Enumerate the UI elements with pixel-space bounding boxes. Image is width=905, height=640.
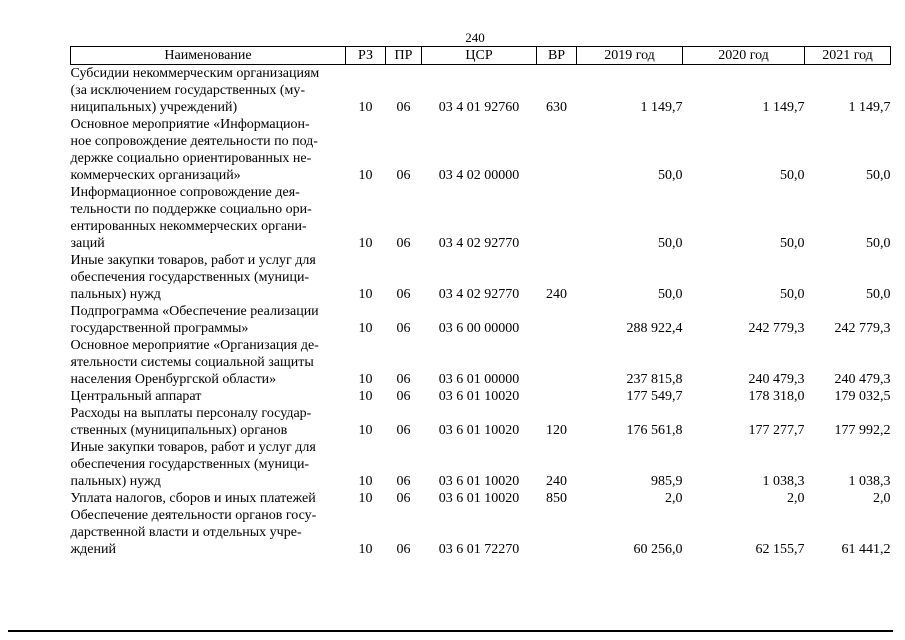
row-pr: 06	[396, 542, 411, 557]
row-csr: 03 6 01 10020	[438, 491, 520, 506]
row-rz: 10	[358, 491, 373, 506]
row-name-line: ниципальных) учреждений)	[70, 100, 238, 115]
row-2019: 177 549,7	[626, 389, 683, 404]
row-name	[71, 184, 346, 252]
row-2021: 240 479,3	[834, 372, 891, 387]
row-2021: 50,0	[866, 287, 891, 302]
row-name-line: ятельности системы социальной защиты	[70, 355, 314, 370]
row-2020: 1 149,7	[762, 100, 805, 115]
row-rz: 10	[358, 372, 373, 387]
row-2019: 50,0	[658, 168, 683, 183]
page-number: 240	[465, 30, 485, 45]
table-row	[71, 405, 891, 439]
row-name	[71, 65, 346, 117]
row-2021: 1 149,7	[848, 100, 891, 115]
row-csr: 03 6 00 00000	[438, 321, 520, 336]
row-name-line: держке социально ориентированных не-	[70, 151, 312, 166]
row-name-line: государственной программы»	[70, 321, 249, 336]
table-row	[71, 490, 891, 507]
row-name-line: ждений	[70, 542, 116, 557]
table-row	[71, 388, 891, 405]
row-name-line: ное сопровождение деятельности по под-	[70, 134, 318, 149]
header-name: Наименование	[71, 47, 346, 65]
row-name-line: Иные закупки товаров, работ и услуг для	[70, 253, 316, 268]
row-2021: 61 441,2	[841, 542, 891, 557]
row-rz: 10	[358, 474, 373, 489]
table-row	[71, 65, 891, 117]
row-name	[71, 490, 346, 507]
row-pr: 06	[396, 168, 411, 183]
row-2020: 50,0	[780, 287, 805, 302]
row-2021: 50,0	[866, 168, 891, 183]
table-body	[71, 65, 891, 559]
row-name-line: коммерческих организаций»	[70, 168, 241, 183]
row-pr: 06	[396, 321, 411, 336]
row-csr: 03 4 02 00000	[438, 168, 520, 183]
row-2019: 60 256,0	[633, 542, 683, 557]
row-2021: 1 038,3	[848, 474, 891, 489]
header-csr: ЦСР	[422, 47, 537, 65]
row-name	[71, 303, 346, 337]
row-csr: 03 4 02 92770	[438, 236, 520, 251]
row-2019: 1 149,7	[640, 100, 683, 115]
header-vr: ВР	[537, 47, 577, 65]
row-name-line: пальных) нужд	[70, 287, 161, 302]
row-pr: 06	[396, 423, 411, 438]
row-csr: 03 6 01 10020	[438, 389, 520, 404]
row-rz: 10	[358, 321, 373, 336]
row-2020: 240 479,3	[748, 372, 805, 387]
row-pr: 06	[396, 287, 411, 302]
row-2021: 177 992,2	[834, 423, 891, 438]
row-pr: 06	[396, 389, 411, 404]
row-name-line: Информационное сопровождение дея-	[70, 185, 300, 200]
row-name	[71, 388, 346, 405]
row-vr: 630	[546, 100, 567, 115]
row-csr: 03 4 02 92770	[438, 287, 520, 302]
row-vr	[537, 507, 577, 558]
header-2021: 2021 год	[805, 47, 891, 65]
header-rz: РЗ	[346, 47, 386, 65]
table-row	[71, 303, 891, 337]
row-name-line: Основное мероприятие «Организация де-	[70, 338, 319, 353]
row-2020: 62 155,7	[755, 542, 805, 557]
row-rz: 10	[358, 236, 373, 251]
row-rz: 10	[358, 542, 373, 557]
table-row	[71, 439, 891, 490]
table-row	[71, 184, 891, 252]
row-name-line: Иные закупки товаров, работ и услуг для	[70, 440, 316, 455]
row-pr: 06	[396, 491, 411, 506]
table-row	[71, 116, 891, 184]
row-name-line: Уплата налогов, сборов и иных платежей	[70, 491, 316, 506]
row-name	[71, 439, 346, 490]
row-name-line: Подпрограмма «Обеспечение реализации	[70, 304, 319, 319]
row-2019: 288 922,4	[626, 321, 683, 336]
row-name-line: (за исключением государственных (му-	[70, 83, 306, 98]
header-2019: 2019 год	[577, 47, 683, 65]
row-2019: 237 815,8	[626, 372, 683, 387]
row-name-line: тельности по поддержке социально ори-	[70, 202, 312, 217]
row-name-line: населения Оренбургской области»	[70, 372, 277, 387]
bottom-rule	[8, 630, 893, 632]
row-name-line: Центральный аппарат	[70, 389, 202, 404]
row-csr: 03 6 01 72270	[438, 542, 520, 557]
row-csr: 03 6 01 00000	[438, 372, 520, 387]
row-2019: 50,0	[658, 287, 683, 302]
row-name-line: Основное мероприятие «Информацион-	[70, 117, 310, 132]
row-2019: 176 561,8	[626, 423, 683, 438]
row-name	[71, 252, 346, 303]
row-2019: 985,9	[651, 474, 683, 489]
row-2020: 50,0	[780, 168, 805, 183]
row-2020: 242 779,3	[748, 321, 805, 336]
row-2020: 1 038,3	[762, 474, 805, 489]
row-pr: 06	[396, 474, 411, 489]
row-2020: 2,0	[787, 491, 805, 506]
row-rz: 10	[358, 168, 373, 183]
row-csr: 03 4 01 92760	[438, 100, 520, 115]
row-name-line: обеспечения государственных (муници-	[70, 457, 310, 472]
row-pr: 06	[396, 236, 411, 251]
row-2020: 178 318,0	[748, 389, 805, 404]
row-csr: 03 6 01 10020	[438, 474, 520, 489]
header-2020: 2020 год	[683, 47, 805, 65]
row-vr	[537, 303, 577, 337]
row-vr: 120	[546, 423, 567, 438]
row-2020: 50,0	[780, 236, 805, 251]
row-2021: 242 779,3	[834, 321, 891, 336]
budget-table	[70, 46, 891, 558]
row-rz: 10	[358, 287, 373, 302]
header-pr: ПР	[386, 47, 422, 65]
row-2019: 2,0	[665, 491, 683, 506]
row-name	[71, 507, 346, 558]
table-row	[71, 252, 891, 303]
row-pr: 06	[396, 372, 411, 387]
row-name-line: Обеспечение деятельности органов госу-	[70, 508, 317, 523]
row-name-line: дарственной власти и отдельных учре-	[70, 525, 302, 540]
table-header-row	[71, 47, 891, 65]
row-vr: 850	[546, 491, 567, 506]
row-vr: 240	[546, 287, 567, 302]
table-row	[71, 507, 891, 558]
row-2021: 2,0	[873, 491, 891, 506]
row-name	[71, 337, 346, 388]
row-name-line: пальных) нужд	[70, 474, 161, 489]
row-name-line: ственных (муниципальных) органов	[70, 423, 288, 438]
row-vr	[537, 184, 577, 252]
row-rz: 10	[358, 100, 373, 115]
row-vr	[537, 116, 577, 184]
row-2020: 177 277,7	[748, 423, 805, 438]
row-name-line: Субсидии некоммерческим организациям	[70, 66, 320, 81]
row-name-line: Расходы на выплаты персоналу государ-	[70, 406, 312, 421]
row-rz: 10	[358, 389, 373, 404]
row-vr	[537, 337, 577, 388]
row-pr: 06	[396, 100, 411, 115]
row-name	[71, 405, 346, 439]
row-2019: 50,0	[658, 236, 683, 251]
row-vr: 240	[546, 474, 567, 489]
row-name-line: заций	[70, 236, 105, 251]
row-2021: 179 032,5	[834, 389, 891, 404]
row-name-line: обеспечения государственных (муници-	[70, 270, 310, 285]
row-csr: 03 6 01 10020	[438, 423, 520, 438]
row-name-line: ентированных некоммерческих органи-	[70, 219, 307, 234]
table-row	[71, 337, 891, 388]
row-name	[71, 116, 346, 184]
row-rz: 10	[358, 423, 373, 438]
row-2021: 50,0	[866, 236, 891, 251]
row-vr	[537, 388, 577, 405]
